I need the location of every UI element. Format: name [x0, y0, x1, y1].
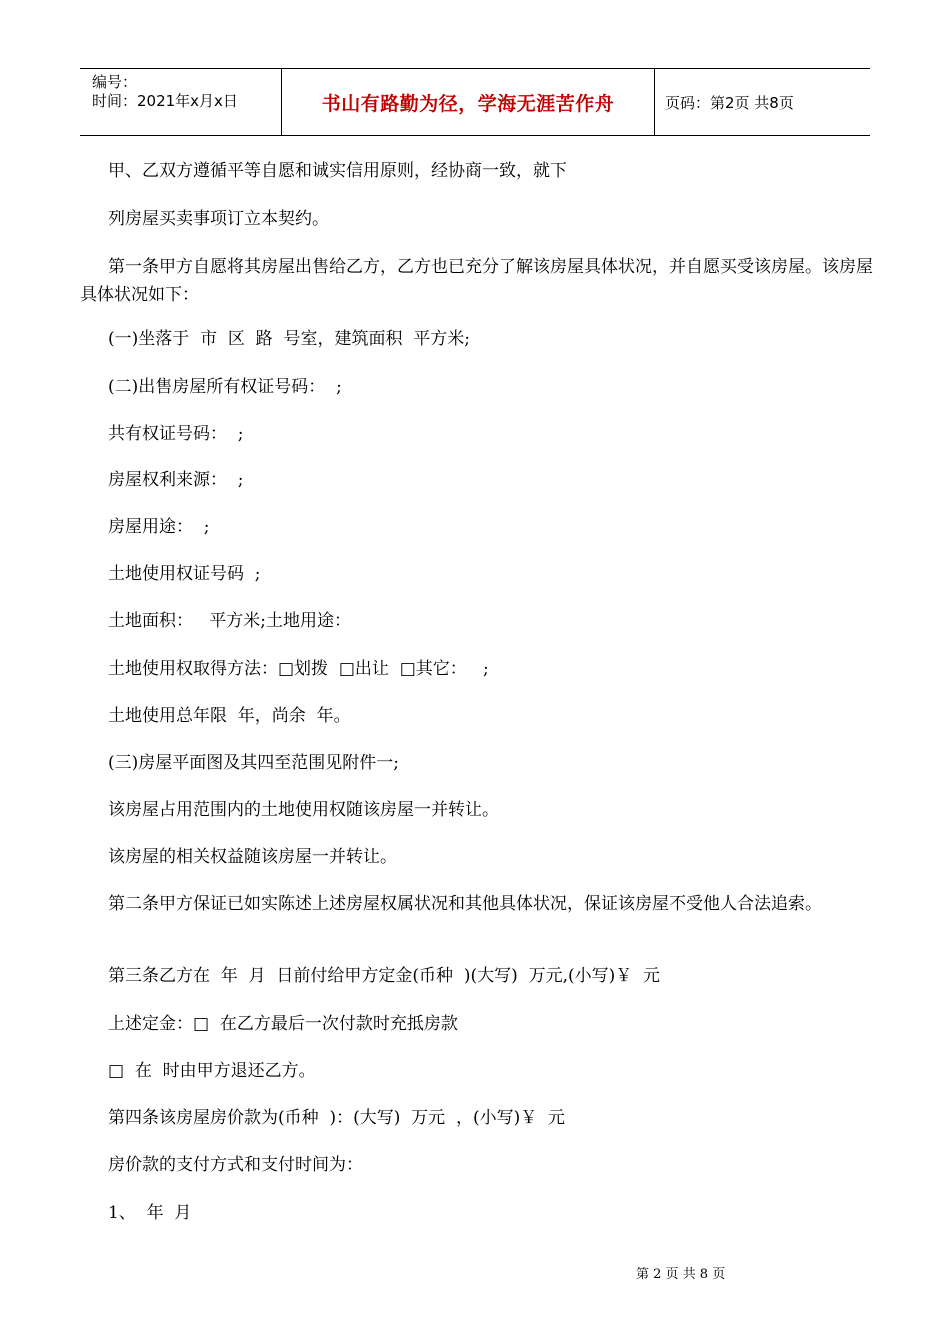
paragraph: (一)坐落于 市 区 路 号室，建筑面积 平方米; [108, 329, 471, 349]
paragraph: 第三条乙方在 年 月 日前付给甲方定金(币种 )(大写) 万元,(小写)￥ 元 [108, 966, 661, 986]
paragraph: 土地使用总年限 年，尚余 年。 [108, 706, 351, 726]
header-motto: 书山有路勤为径，学海无涯苦作舟 [282, 69, 655, 135]
page-header [80, 68, 870, 136]
paragraph: 第一条甲方自愿将其房屋出售给乙方，乙方也已充分了解该房屋具体状况，并自愿买受该房屋。该房屋具体状况如下： [80, 257, 873, 305]
document-number-label: 编号： [92, 73, 138, 91]
paragraph: 该房屋的相关权益随该房屋一并转让。 [108, 847, 397, 867]
paragraph: 房屋用途： ; [108, 517, 210, 537]
paragraph: 该房屋占用范围内的土地使用权随该房屋一并转让。 [108, 800, 499, 820]
paragraph: 上述定金：□ 在乙方最后一次付款时充抵房款 [108, 1014, 458, 1034]
paragraph: 1、 年 月 [108, 1203, 192, 1223]
paragraph: 列房屋买卖事项订立本契约。 [108, 209, 329, 229]
header-page-info: 页码：第2页 共8页 [665, 93, 794, 112]
paragraph: (二)出售房屋所有权证号码： ; [108, 377, 342, 397]
paragraph: 土地使用权证号码 ; [108, 564, 261, 584]
document-time-label: 时间：2021年x月x日 [92, 92, 238, 110]
paragraph: 房价款的支付方式和支付时间为： [108, 1155, 363, 1175]
paragraph: 房屋权利来源： ; [108, 470, 244, 490]
paragraph: 第四条该房屋房价款为(币种 )：(大写) 万元 ，(小写)￥ 元 [108, 1108, 566, 1128]
paragraph: 土地使用权取得方法：□划拨 □出让 □其它： ; [108, 659, 489, 679]
page-footer: 第 2 页 共 8 页 [636, 1267, 726, 1282]
paragraph: 甲、乙双方遵循平等自愿和诚实信用原则，经协商一致，就下 [108, 161, 567, 181]
paragraph: 共有权证号码： ; [108, 424, 244, 444]
paragraph: 土地面积： 平方米;土地用途： [108, 611, 351, 631]
paragraph: □ 在 时由甲方退还乙方。 [108, 1061, 316, 1081]
paragraph: (三)房屋平面图及其四至范围见附件一; [108, 753, 399, 773]
header-meta [80, 69, 282, 135]
paragraph: 第二条甲方保证已如实陈述上述房屋权属状况和其他具体状况，保证该房屋不受他人合法追索。 [108, 894, 822, 914]
